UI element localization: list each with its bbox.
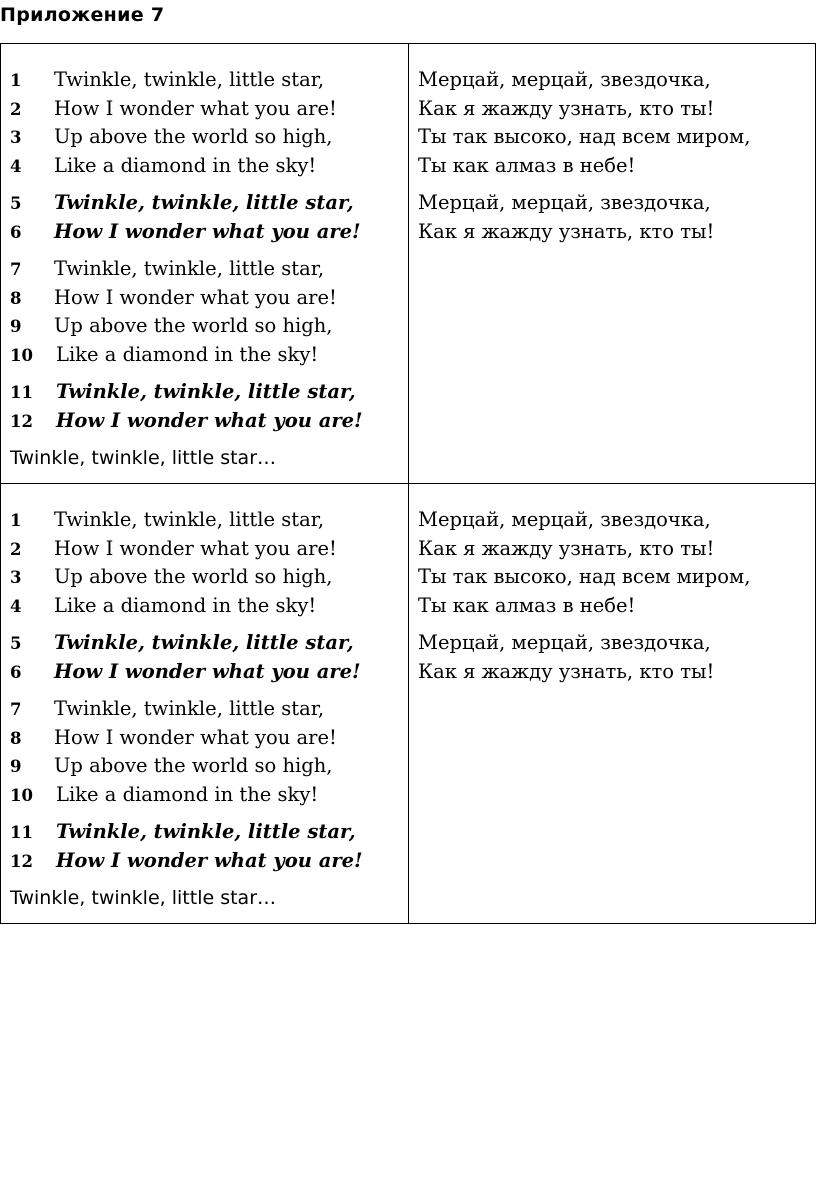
line-number: 3 xyxy=(10,568,22,587)
verse-text: How I wonder what you are! xyxy=(54,219,361,243)
verse-line xyxy=(10,255,408,284)
verse-text: Like a diamond in the sky! xyxy=(56,342,319,366)
page-title: Приложение 7 xyxy=(0,4,165,26)
verse-line xyxy=(10,123,408,152)
verse-line xyxy=(10,284,408,313)
verse-line xyxy=(10,95,408,124)
line-number: 12 xyxy=(10,411,33,431)
verse-text: How I wonder what you are! xyxy=(54,725,337,749)
line-number: 6 xyxy=(10,222,22,242)
stanza-gap xyxy=(10,620,408,629)
table-row xyxy=(1,484,816,924)
table-row xyxy=(1,44,816,484)
line-number: 3 xyxy=(10,128,22,147)
translation-line: Как я жажду узнать, кто ты! xyxy=(418,659,715,683)
verse-line xyxy=(10,658,408,687)
verse-text: How I wonder what you are! xyxy=(54,536,337,560)
verse-line xyxy=(10,818,408,847)
line-number: 6 xyxy=(10,662,22,682)
english-cell xyxy=(1,484,409,924)
line-number: 9 xyxy=(10,757,22,776)
verse-line xyxy=(10,695,408,724)
verse-line xyxy=(10,629,408,658)
russian-cell xyxy=(409,44,816,484)
verse-text: Twinkle, twinkle, little star, xyxy=(54,508,325,531)
english-cell xyxy=(1,44,409,484)
verse-text: Twinkle, twinkle, little star, xyxy=(54,697,325,720)
line-number: 4 xyxy=(10,156,22,176)
verse-text: How I wonder what you are! xyxy=(54,659,361,683)
line-number: 9 xyxy=(10,317,22,336)
verse-text: Like a diamond in the sky! xyxy=(54,153,317,177)
line-number: 2 xyxy=(10,99,22,119)
stanza-gap xyxy=(10,369,408,378)
translation-line: Как я жажду узнать, кто ты! xyxy=(418,536,715,560)
verse-line xyxy=(10,152,408,181)
line-number: 11 xyxy=(10,383,33,402)
verse-line xyxy=(10,752,408,781)
verse-line xyxy=(10,407,408,436)
verse-text: Twinkle, twinkle, little star, xyxy=(56,820,356,843)
verse-text: How I wonder what you are! xyxy=(54,285,337,309)
stanza-gap xyxy=(418,686,815,695)
translation-line: Ты как алмаз в небе! xyxy=(418,153,636,177)
line-number: 8 xyxy=(10,728,22,748)
poem-table xyxy=(0,43,816,924)
stanza-gap xyxy=(10,875,408,884)
stanza-gap xyxy=(10,809,408,818)
line-number: 5 xyxy=(10,194,22,213)
verse-line xyxy=(10,847,408,876)
stanza-gap xyxy=(10,246,408,255)
translation-line: Мерцай, мерцай, звездочка, xyxy=(418,508,711,531)
verse-text: Twinkle, twinkle, little star, xyxy=(54,257,325,280)
line-number: 1 xyxy=(10,71,22,90)
verse-text: Like a diamond in the sky! xyxy=(56,782,319,806)
verse-line xyxy=(10,218,408,247)
line-number: 10 xyxy=(10,785,33,805)
verse-line xyxy=(10,563,408,592)
english-verses xyxy=(1,44,408,473)
stanza-gap xyxy=(10,180,408,189)
translation-line: Мерцай, мерцай, звездочка, xyxy=(418,631,711,654)
verse-line xyxy=(10,66,408,95)
line-number: 2 xyxy=(10,539,22,559)
verse-line xyxy=(10,341,408,370)
verse-line xyxy=(10,378,408,407)
verse-text: Twinkle, twinkle, little star, xyxy=(54,631,354,654)
line-number: 5 xyxy=(10,634,22,653)
line-number: 7 xyxy=(10,700,22,719)
verse-outro: Twinkle, twinkle, little star… xyxy=(10,447,276,469)
line-number: 1 xyxy=(10,511,22,530)
verse-text: Twinkle, twinkle, little star, xyxy=(56,380,356,403)
stanza-gap xyxy=(418,620,815,629)
translation-line: Мерцай, мерцай, звездочка, xyxy=(418,191,711,214)
translation-line: Мерцай, мерцай, звездочка, xyxy=(418,68,711,91)
line-number: 7 xyxy=(10,260,22,279)
stanza-gap xyxy=(10,686,408,695)
verse-text: How I wonder what you are! xyxy=(56,848,363,872)
verse-text: Up above the world so high, xyxy=(54,754,333,777)
verse-text: Twinkle, twinkle, little star, xyxy=(54,68,325,91)
verse-line xyxy=(10,592,408,621)
verse-text: Like a diamond in the sky! xyxy=(54,593,317,617)
translation-line: Как я жажду узнать, кто ты! xyxy=(418,96,715,120)
line-number: 8 xyxy=(10,288,22,308)
russian-verses xyxy=(409,484,815,695)
verse-text: How I wonder what you are! xyxy=(56,408,363,432)
verse-outro: Twinkle, twinkle, little star… xyxy=(10,887,276,909)
line-number: 4 xyxy=(10,596,22,616)
translation-line: Как я жажду узнать, кто ты! xyxy=(418,219,715,243)
verse-line xyxy=(10,724,408,753)
translation-line: Ты как алмаз в небе! xyxy=(418,593,636,617)
verse-line xyxy=(10,781,408,810)
line-number: 12 xyxy=(10,851,33,871)
russian-cell xyxy=(409,484,816,924)
verse-text: Up above the world so high, xyxy=(54,314,333,337)
verse-line xyxy=(10,189,408,218)
verse-text: How I wonder what you are! xyxy=(54,96,337,120)
line-number: 11 xyxy=(10,823,33,842)
verse-text: Twinkle, twinkle, little star, xyxy=(54,191,354,214)
verse-line xyxy=(10,506,408,535)
verse-text: Up above the world so high, xyxy=(54,565,333,588)
stanza-gap xyxy=(10,435,408,444)
stanza-gap xyxy=(418,180,815,189)
translation-line: Ты так высоко, над всем миром, xyxy=(418,125,751,148)
verse-line xyxy=(10,535,408,564)
line-number: 10 xyxy=(10,345,33,365)
verse-line xyxy=(10,312,408,341)
english-verses xyxy=(1,484,408,913)
russian-verses xyxy=(409,44,815,255)
stanza-gap xyxy=(418,246,815,255)
verse-text: Up above the world so high, xyxy=(54,125,333,148)
translation-line: Ты так высоко, над всем миром, xyxy=(418,565,751,588)
